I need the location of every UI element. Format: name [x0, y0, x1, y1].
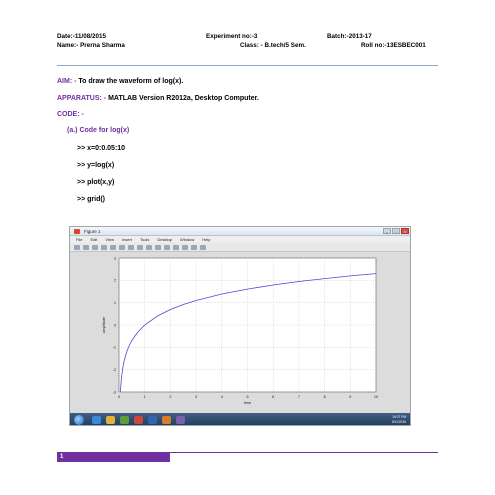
batch-label: Batch:-2013-17: [327, 33, 372, 40]
x-tick-label: 1: [143, 395, 146, 399]
y-tick-label: -2: [112, 367, 116, 372]
menu-view[interactable]: View: [105, 237, 114, 242]
page-number: 1: [60, 454, 64, 460]
file-explorer-icon[interactable]: [106, 416, 115, 424]
aim-label: AIM: -: [57, 78, 77, 85]
pan-icon[interactable]: [137, 245, 143, 250]
x-tick-label: 7: [297, 395, 300, 399]
menu-edit[interactable]: Edit: [90, 237, 98, 242]
menu-window[interactable]: Window: [180, 237, 195, 242]
y-tick-label: 1: [113, 300, 116, 305]
experiment-label: Experiment no:-3: [206, 33, 258, 40]
figure-title: Figure 1: [84, 229, 101, 234]
x-tick-label: 9: [349, 395, 352, 399]
apparatus-label: APPARATUS: -: [57, 95, 107, 102]
colorbar-icon[interactable]: [182, 245, 188, 250]
zoom-out-icon[interactable]: [128, 245, 134, 250]
apparatus-line: [57, 95, 259, 102]
x-tick-label: 2: [169, 395, 172, 399]
code-subheading: (a.) Code for log(x): [67, 127, 130, 134]
pointer-icon[interactable]: [110, 245, 116, 250]
student-name-label: Name:- Prerna Sharma: [57, 42, 125, 49]
figure-title-bar: [70, 227, 411, 236]
legend-icon[interactable]: [191, 245, 197, 250]
brush-icon[interactable]: [164, 245, 170, 250]
menu-help[interactable]: Help: [202, 237, 211, 242]
menu-desktop[interactable]: Desktop: [157, 237, 173, 242]
media-player-icon[interactable]: [120, 416, 129, 424]
maximize-button[interactable]: □: [392, 228, 400, 234]
print-icon[interactable]: [101, 245, 107, 250]
open-file-icon[interactable]: [83, 245, 89, 250]
y-tick-label: 3: [113, 256, 116, 261]
link-icon[interactable]: [173, 245, 179, 250]
aim-text: To draw the waveform of log(x).: [76, 78, 184, 85]
x-axis-label: time: [243, 401, 252, 405]
matlab-icon: [74, 229, 80, 234]
clock-date: 8/11/2015: [392, 419, 406, 424]
aim-line: [57, 78, 183, 85]
internet-explorer-icon[interactable]: [92, 416, 101, 424]
plot-tools-icon[interactable]: [200, 245, 206, 250]
x-tick-label: 10: [373, 395, 379, 399]
figure-menubar: [70, 236, 411, 243]
roll-number-label: Roll no:-13ESBEC001: [361, 42, 426, 49]
menu-tools[interactable]: Tools: [139, 237, 150, 242]
apparatus-text: MATLAB Version R2012a, Desktop Computer.: [106, 95, 259, 102]
code-line-4: >> grid(): [77, 196, 106, 203]
window-controls: [383, 228, 409, 235]
code-line-3: >> plot(x,y): [77, 179, 115, 186]
figure-toolbar: [70, 243, 411, 252]
clock-time: 10:07 PM: [392, 415, 406, 419]
close-button[interactable]: ×: [401, 228, 409, 234]
y-axis-label: amplitude: [102, 316, 106, 334]
x-tick-label: 4: [220, 395, 223, 399]
plot-canvas: [69, 252, 411, 412]
y-tick-label: -1: [112, 345, 116, 350]
word-icon[interactable]: [148, 416, 157, 424]
menu-file[interactable]: File: [76, 237, 83, 242]
data-cursor-icon[interactable]: [155, 245, 161, 250]
save-icon[interactable]: [92, 245, 98, 250]
code-label: CODE: -: [57, 111, 84, 118]
rotate-icon[interactable]: [146, 245, 152, 250]
x-tick-label: 3: [195, 395, 198, 399]
menu-insert[interactable]: Insert: [121, 237, 132, 242]
header-divider: [57, 65, 438, 66]
date-label: Date:-11/08/2015: [57, 33, 107, 40]
code-line-1: >> x=0:0.05:10: [77, 145, 126, 152]
footer-bar: [57, 453, 170, 462]
y-tick-label: 2: [113, 278, 116, 283]
code-line-2: >> y=log(x): [77, 162, 115, 169]
y-tick-label: -3: [112, 390, 116, 395]
minimize-button[interactable]: –: [383, 228, 391, 234]
x-tick-label: 0: [117, 395, 121, 399]
matlab-taskbar-icon[interactable]: [162, 416, 171, 424]
x-tick-label: 5: [246, 395, 249, 399]
x-tick-label: 8: [323, 395, 326, 399]
new-figure-icon[interactable]: [74, 245, 80, 250]
chrome-icon[interactable]: [134, 416, 143, 424]
y-tick-label: 0: [113, 323, 116, 328]
figure-taskbar-icon[interactable]: [176, 416, 185, 424]
log-plot: [69, 252, 411, 417]
zoom-in-icon[interactable]: [119, 245, 125, 250]
class-label: Class: - B.tech/5 Sem.: [240, 42, 306, 49]
x-tick-label: 6: [272, 395, 275, 399]
